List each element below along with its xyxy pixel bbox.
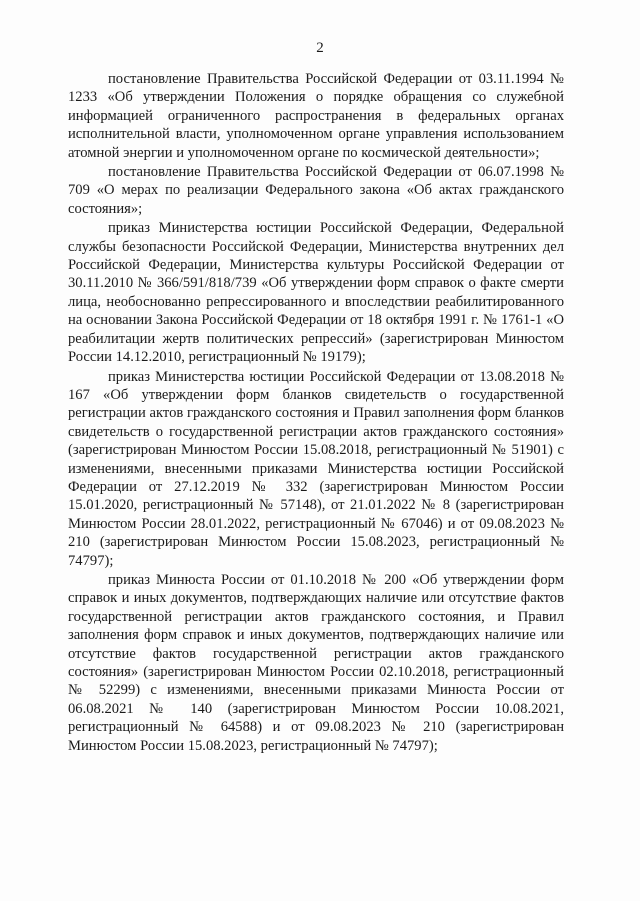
paragraph-resolution-1994: постановление Правительства Российской Федерации от 03.11.1994 № 1233 «Об утверждении Положения о порядке обращения со служебной информацией ограниченного распространения в федеральных органах исполнительной власти, уполномоченном органе управления использованием атомной энергии и уполномоченном органе по космической деятельности»; (68, 71, 564, 161)
paragraph-order-2010: приказ Министерства юстиции Российской Федерации, Федеральной службы безопасности Российской Федерации, Министерства внутренних дел Российской Федерации, Министерства культуры Российской Федерации от 30.11.2010 № 366/591/818/739 «Об утверждении форм справок о факте смерти лица, необоснованно репрессированного и впоследствии реабилитированного на основании Закона Российской Федерации от 18 октября 1991 г. № 1761-1 «О реабилитации жертв политических репрессий» (зарегистрирован Минюстом России 14.12.2010, регистрационный № 19179); (68, 220, 564, 366)
paragraph-order-2018-167: приказ Министерства юстиции Российской Федерации от 13.08.2018 № 167 «Об утверждении форм бланков свидетельств о государственной регистрации актов гражданского состояния и Правил заполнения форм бланков свидетельств о государственной регистрации актов гражданского состояния» (зарегистрирован Минюстом России 15.08.2018, регистрационный № 51901) с изменениями, внесенными приказами Министерства юстиции Российской Федерации от 27.12.2019 № 332 (зарегистрирован Минюстом России 15.01.2020, регистрационный № 57148), от 21.01.2022 № 8 (зарегистрирован Минюстом России 28.01.2022, регистрационный № 67046) и от 09.08.2023 № 210 (зарегистрирован Минюстом России 15.08.2023, регистрационный № 74797); (68, 368, 564, 569)
page-number: 2 (316, 40, 324, 56)
paragraph-order-2018-200: приказ Минюста России от 01.10.2018 № 200 «Об утверждении форм справок и иных документов, подтверждающих наличие или отсутствие фактов государственной регистрации актов гражданского состояния, и Правил заполнения форм справок и иных документов, подтверждающих наличие или отсутствие фактов государственной регистрации актов гражданского состояния» (зарегистрирован Минюстом России 02.10.2018, регистрационный № 52299) с изменениями, внесенными приказами Минюста России от 06.08.2021 № 140 (зарегистрирован Минюстом России 10.08.2021, регистрационный № 64588) и от 09.08.2023 № 210 (зарегистрирован Минюстом России 15.08.2023, регистрационный № 74797); (68, 571, 564, 754)
paragraph-resolution-1998: постановление Правительства Российской Федерации от 06.07.1998 № 709 «О мерах по реализации Федерального закона «Об актах гражданского состояния»; (68, 164, 564, 217)
document-body (68, 70, 564, 755)
